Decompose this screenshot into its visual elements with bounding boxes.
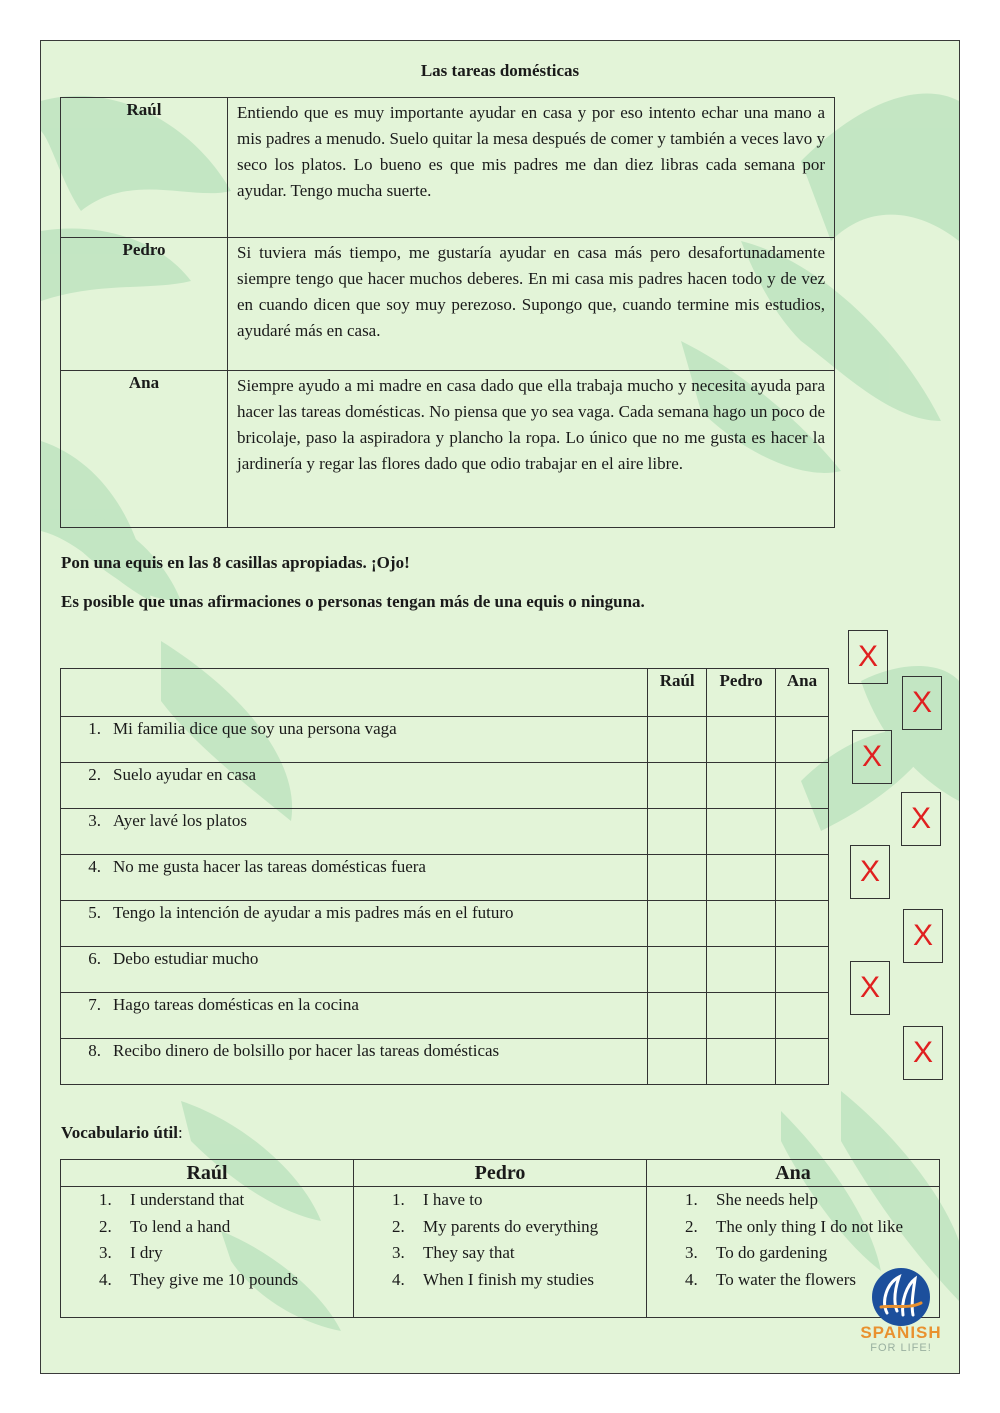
answer-cell-raul[interactable] [648, 901, 707, 947]
vocabulary-heading-bold: Vocabulario útil [61, 1123, 178, 1142]
grid-row [61, 809, 829, 855]
statement-text: Ayer lavé los platos [113, 811, 247, 830]
answer-cell-raul[interactable] [648, 809, 707, 855]
draggable-x-mark[interactable]: X [850, 845, 890, 899]
text-paragraph-ana: Siempre ayudo a mi madre en casa dado que ella trabaja mucho y necesita ayuda para hacer las tareas domésticas. No piensa que yo sea vaga. Cada semana hago un poco de bricolaje, paso la aspiradora y plancho la ropa. Lo único que no me gusta es hacer la jardinería y regar las flores dado que odio trabajar en el aire libre. [228, 371, 835, 528]
vocab-header-row [61, 1160, 940, 1187]
statement-text: Suelo ayudar en casa [113, 765, 257, 784]
vocab-list-pedro [354, 1187, 647, 1318]
text-paragraph-pedro: Si tuviera más tiempo, me gustaría ayudar en casa más pero desafortunadamente siempre tengo que hacer muchos deberes. En mi casa mis padres hacen todo y de vez en cuando dicen que soy muy perezoso. Supongo que, cuando termine mis estudios, ayudaré más en casa. [228, 238, 835, 371]
grid-row [61, 855, 829, 901]
text-row-raul [61, 98, 835, 238]
vocab-item: 3. They say that [392, 1243, 515, 1262]
statement-number: 3. [88, 811, 101, 830]
answer-grid [60, 668, 829, 1085]
grid-row [61, 763, 829, 809]
grid-row [61, 993, 829, 1039]
draggable-x-mark[interactable]: X [850, 961, 890, 1015]
vocabulary-heading [61, 1123, 183, 1143]
grid-header-row [61, 669, 829, 717]
vocab-header-ana: Ana [647, 1160, 940, 1187]
vocab-header-raul: Raúl [61, 1160, 354, 1187]
draggable-x-mark[interactable]: X [903, 1026, 943, 1080]
grid-header-raul: Raúl [648, 669, 707, 717]
answer-cell-raul[interactable] [648, 763, 707, 809]
answer-cell-pedro[interactable] [707, 717, 776, 763]
vocab-list-raul [61, 1187, 354, 1318]
vocab-item: 4. When I finish my studies [392, 1269, 594, 1289]
answer-cell-pedro[interactable] [707, 947, 776, 993]
text-paragraph-raul: Entiendo que es muy importante ayudar en casa y por eso intento echar una mano a mis padres a menudo. Suelo quitar la mesa después de comer y también a veces lavo y seco los platos. Lo bueno es que mis padres me dan diez libras cada semana por ayudar. Tengo mucha suerte. [228, 98, 835, 238]
answer-cell-pedro[interactable] [707, 855, 776, 901]
statement-number: 4. [88, 857, 101, 876]
statement-number: 5. [88, 903, 101, 922]
answer-cell-pedro[interactable] [707, 901, 776, 947]
logo-text: SPANISH [860, 1323, 942, 1342]
answer-cell-pedro[interactable] [707, 809, 776, 855]
text-name-ana: Ana [61, 371, 228, 528]
worksheet-page [40, 40, 960, 1374]
answer-cell-ana[interactable] [776, 855, 829, 901]
vocab-item: 2. The only thing I do not like [685, 1216, 903, 1236]
answer-cell-pedro[interactable] [707, 993, 776, 1039]
grid-row [61, 947, 829, 993]
text-name-raul: Raúl [61, 98, 228, 238]
vocab-item: 4. They give me 10 pounds [99, 1269, 299, 1289]
answer-cell-ana[interactable] [776, 993, 829, 1039]
vocab-item: 2. To lend a hand [99, 1216, 231, 1236]
grid-row [61, 1039, 829, 1085]
answer-cell-ana[interactable] [776, 901, 829, 947]
vocab-body-row [61, 1187, 940, 1318]
answer-cell-ana[interactable] [776, 947, 829, 993]
grid-header-pedro: Pedro [707, 669, 776, 717]
vocabulary-table [60, 1159, 940, 1318]
statement-text: No me gusta hacer las tareas domésticas fuera [113, 857, 426, 876]
draggable-x-mark[interactable]: X [903, 909, 943, 963]
statement-number: 7. [88, 995, 101, 1014]
draggable-x-mark[interactable]: X [902, 676, 942, 730]
answer-cell-ana[interactable] [776, 717, 829, 763]
statement-number: 1. [88, 719, 101, 738]
statement-text: Debo estudiar mucho [113, 949, 259, 968]
page-title: Las tareas domésticas [420, 61, 580, 80]
statement-number: 8. [88, 1041, 101, 1060]
answer-cell-raul[interactable] [648, 993, 707, 1039]
answer-cell-ana[interactable] [776, 763, 829, 809]
answer-cell-pedro[interactable] [707, 763, 776, 809]
vocab-item: 3. I dry [99, 1243, 163, 1262]
grid-row [61, 717, 829, 763]
vocab-item: 1. She needs help [685, 1190, 818, 1209]
draggable-x-mark[interactable]: X [852, 730, 892, 784]
texts-table [60, 97, 835, 528]
vocab-item: 1. I understand that [99, 1190, 245, 1209]
statement-text: Recibo dinero de bolsillo por hacer las tareas domésticas [113, 1041, 500, 1060]
statement-text: Tengo la intención de ayudar a mis padres más en el futuro [113, 903, 514, 922]
vocab-item: 2. My parents do everything [392, 1216, 599, 1236]
vocab-item: 4. To water the flowers [685, 1269, 856, 1289]
vocab-item: 3. To do gardening [685, 1243, 828, 1262]
answer-cell-raul[interactable] [648, 717, 707, 763]
draggable-x-mark[interactable]: X [901, 792, 941, 846]
grid-header-blank [61, 669, 648, 717]
answer-cell-pedro[interactable] [707, 1039, 776, 1085]
instruction-line-2: Es posible que unas afirmaciones o personas tengan más de una equis o ninguna. [61, 592, 645, 611]
vocab-header-pedro: Pedro [354, 1160, 647, 1187]
logo-subtext: FOR LIFE! [870, 1342, 932, 1354]
statement-number: 6. [88, 949, 101, 968]
answer-cell-raul[interactable] [648, 1039, 707, 1085]
statement-number: 2. [88, 765, 101, 784]
vocabulary-heading-colon: : [177, 1123, 183, 1142]
instruction-line-1: Pon una equis en las 8 casillas apropiadas. ¡Ojo! [61, 553, 410, 572]
text-row-pedro [61, 238, 835, 371]
answer-cell-raul[interactable] [648, 855, 707, 901]
text-row-ana [61, 371, 835, 528]
grid-header-ana: Ana [776, 669, 829, 717]
text-name-pedro: Pedro [61, 238, 228, 371]
vocab-item: 1. I have to [392, 1190, 483, 1209]
statement-text: Hago tareas domésticas en la cocina [113, 995, 359, 1014]
grid-row [61, 901, 829, 947]
answer-cell-raul[interactable] [648, 947, 707, 993]
answer-cell-ana[interactable] [776, 1039, 829, 1085]
statement-text: Mi familia dice que soy una persona vaga [113, 719, 397, 738]
draggable-x-mark[interactable]: X [848, 630, 888, 684]
answer-cell-ana[interactable] [776, 809, 829, 855]
